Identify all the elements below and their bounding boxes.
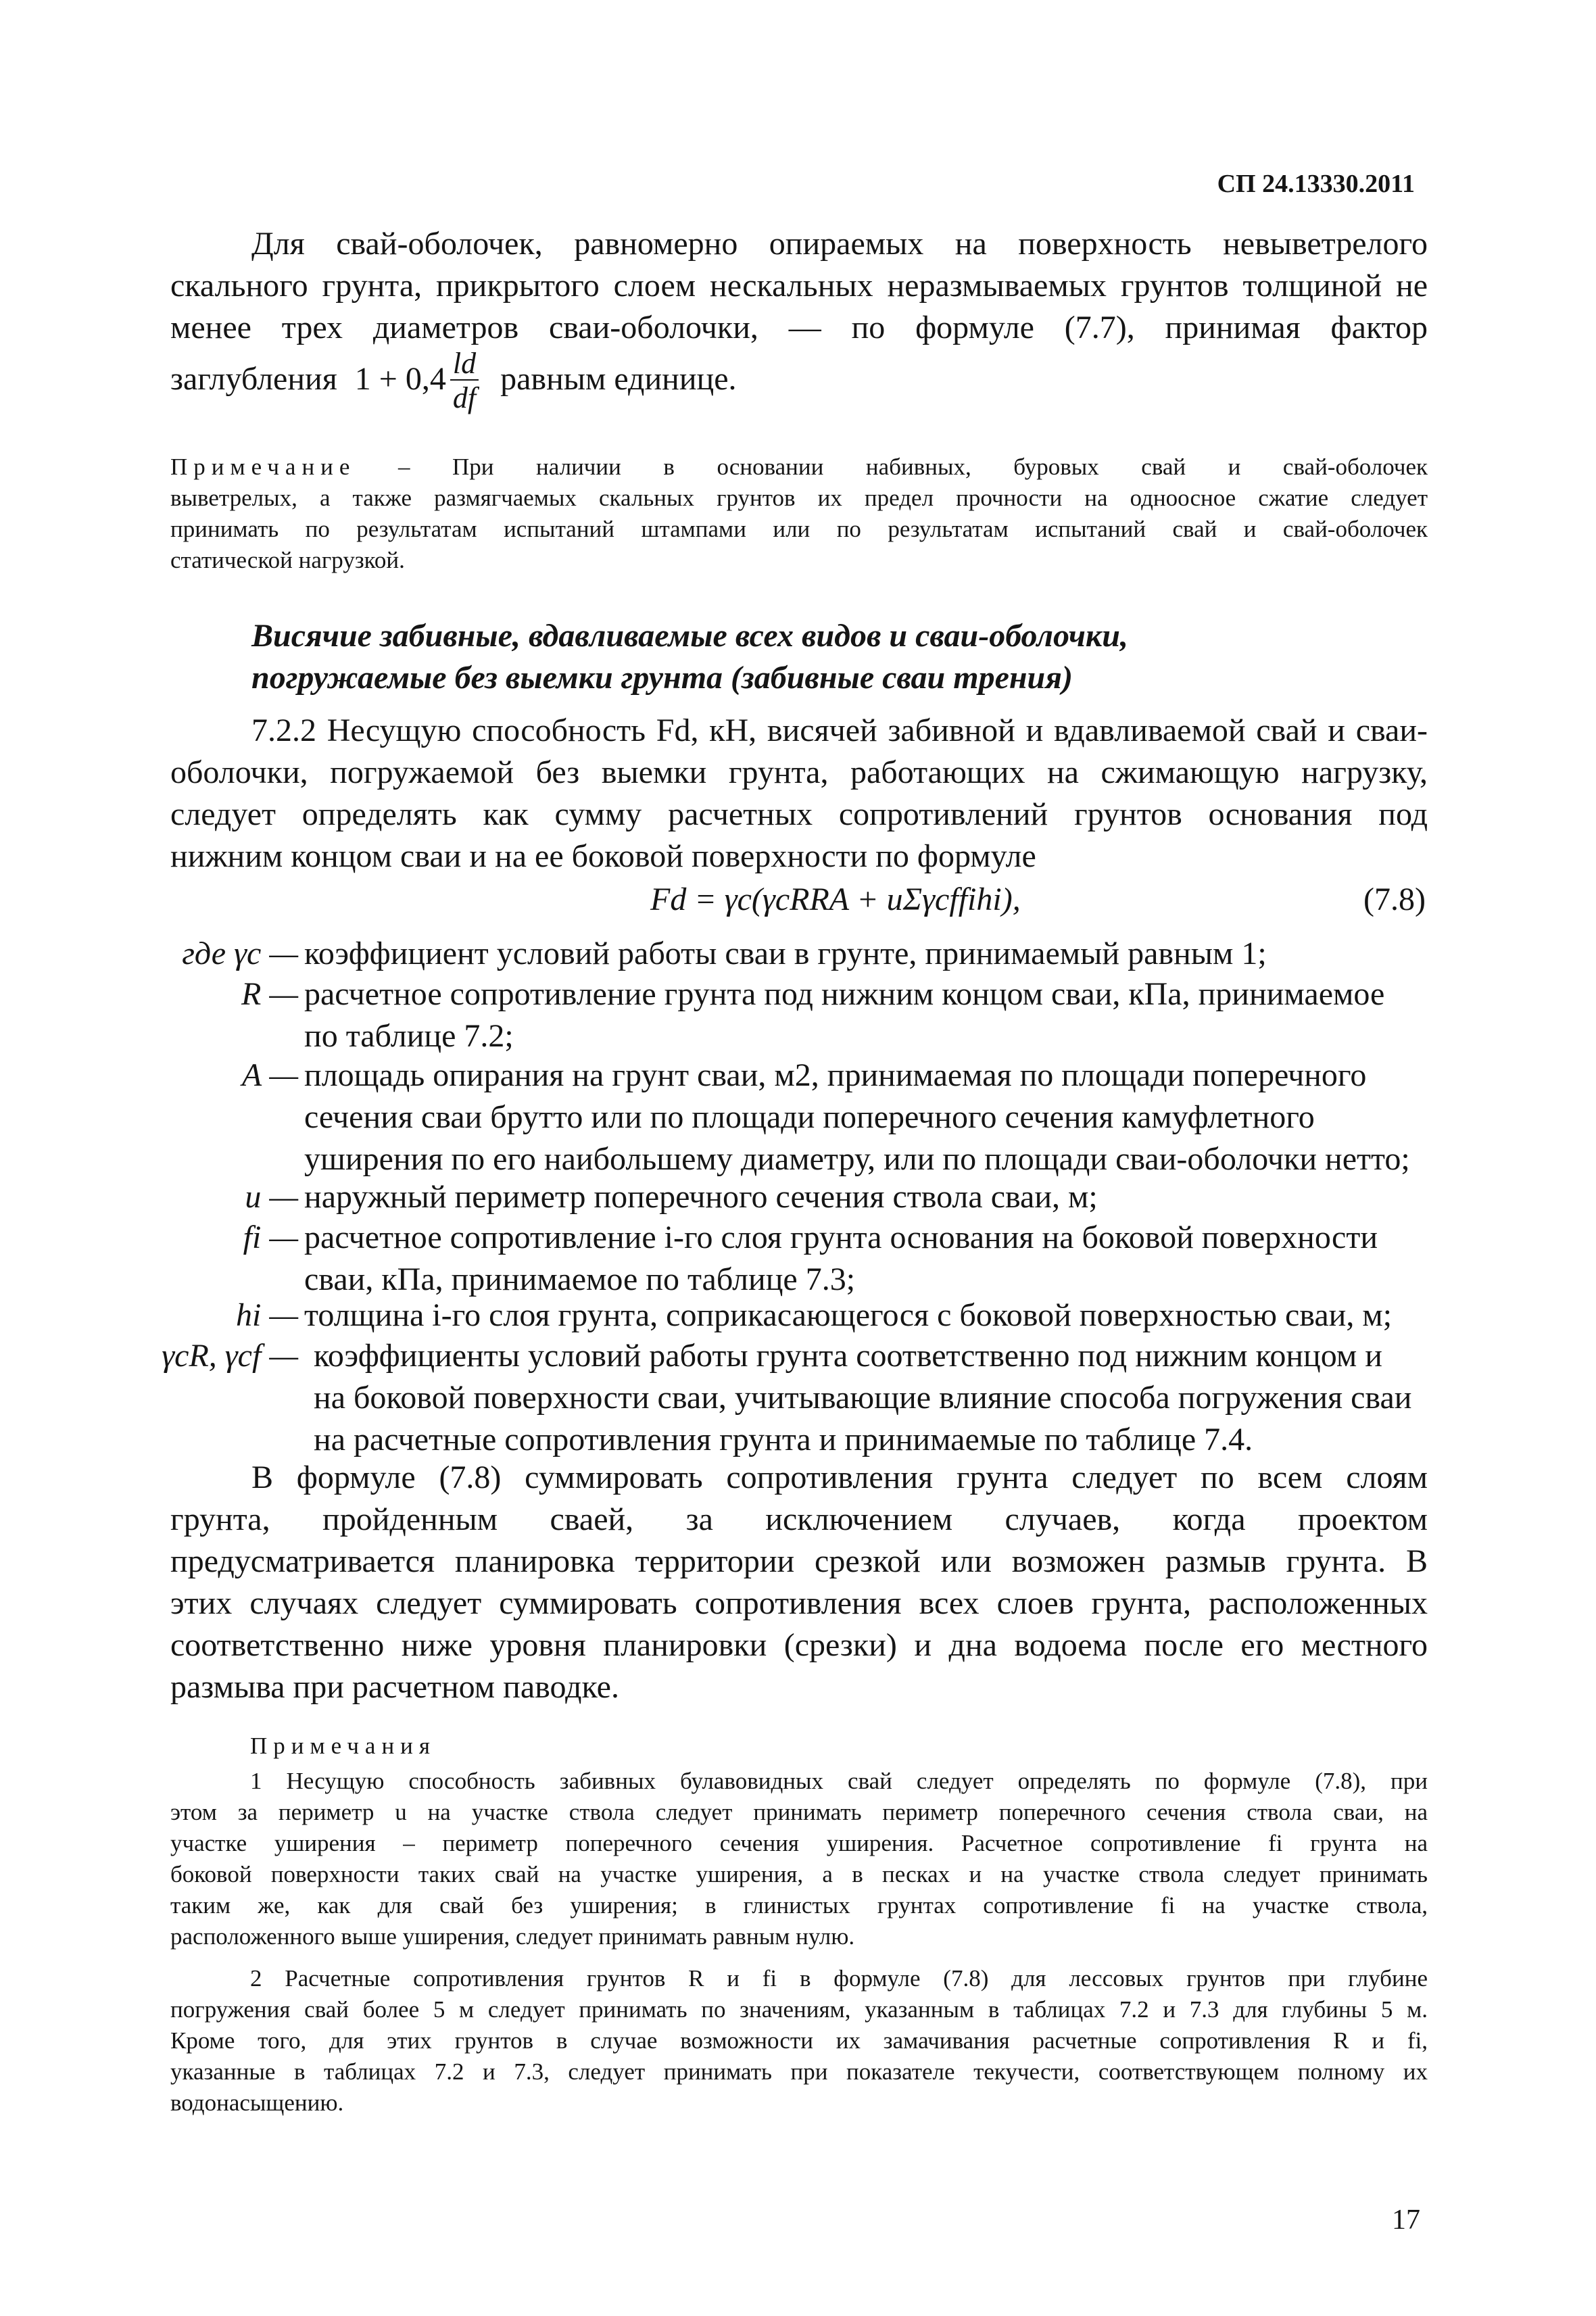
note-line: этом за периметр u на участке ствола следует принимать периметр поперечного сечения ствола сваи, на (170, 1799, 1428, 1825)
note-line: таким же, как для свай без уширения; в глинистых грунтах сопротивление fi на участке ствола, (170, 1892, 1428, 1919)
definition-text: расчетное сопротивление грунта под нижним концом сваи, кПа, принимаемое по таблице 7.2; (304, 976, 1385, 1054)
document-code: СП 24.13330.2011 (1217, 170, 1415, 198)
section-subheading (251, 615, 1128, 699)
notes-label: Примечания (250, 1733, 437, 1759)
definition-text: толщина i-го слоя грунта, соприкасающегося с боковой поверхностью сваи, м; (304, 1297, 1393, 1333)
note-line (170, 452, 1428, 483)
subheading-line: погружаемые без выемки грунта (забивные сваи трения) (251, 660, 1073, 696)
note-line: выветрелых, а также размягчаемых скальных грунтов их предел прочности на одноосное сжатие следует (170, 485, 1428, 511)
note-line: принимать по результатам испытаний штампами или по результатам испытаний свай и свай-оболочек (170, 516, 1428, 542)
text-line: нижним концом сваи и на ее боковой поверхности по формуле (170, 838, 1036, 874)
text-line: соответственно ниже уровня планировки (срезки) и дна водоема после его местного (170, 1627, 1428, 1663)
text-line: грунта, пройденным сваей, за исключением случаев, когда проектом (170, 1501, 1428, 1537)
fraction-numerator: ld (450, 348, 479, 381)
paragraph-summation (170, 1457, 1428, 1708)
definition-text: наружный периметр поперечного сечения ствола сваи, м; (304, 1179, 1098, 1215)
definition-text: коэффициенты условий работы грунта соответственно под нижним концом и на боковой поверхности сваи, учитывающие влияние способа погружения сваи на расчетные сопротивления грунта и принимаемые по таблице 7.4. (314, 1338, 1412, 1457)
text-line: менее трех диаметров сваи-оболочки, — по формуле (7.7), принимая фактор (170, 310, 1428, 345)
definition-symbol: fi — (243, 1220, 298, 1255)
note-1 (170, 1766, 1428, 1952)
text-line: Для свай-оболочек, равномерно опираемых на поверхность невыветрелого (251, 226, 1428, 262)
definition-symbol: где γc — (182, 936, 298, 971)
text-line: скального грунта, прикрытого слоем нескальных неразмываемых грунтов толщиной не (170, 268, 1428, 304)
note-text: – При наличии в основании набивных, буровых свай и свай-оболочек (397, 454, 1428, 480)
note-line: расположенного выше уширения, следует принимать равным нулю. (170, 1923, 855, 1950)
definition-text: расчетное сопротивление i-го слоя грунта основания на боковой поверхности сваи, кПа, принимаемое по таблице 7.3; (304, 1220, 1378, 1297)
text-line: оболочки, погружаемой без выемки грунта, работающих на сжимающую нагрузку, (170, 754, 1428, 790)
paragraph-pile-shells (170, 223, 1428, 349)
definition-symbol: A — (241, 1057, 298, 1093)
factor-lead: 1 + 0,4 (354, 361, 446, 397)
subheading-line: Висячие забивные, вдавливаемые всех видов и сваи-оболочки, (251, 618, 1128, 654)
page-number: 17 (1392, 2204, 1420, 2236)
formula-7-8: Fd = γc(γcRRA + uΣγcffihi), (650, 882, 1021, 917)
definition-symbol: γcR, γcf — (162, 1338, 298, 1374)
text-line: 7.2.2 Несущую способность Fd, кН, висячей забивной и вдавливаемой свай и сваи- (251, 713, 1428, 748)
note-2 (170, 1963, 1428, 2119)
definition-symbol: u — (245, 1179, 298, 1215)
note-line: 1 Несущую способность забивных булавовидных свай следует определять по формуле (7.8), при (250, 1768, 1428, 1794)
note-line: статической нагрузкой. (170, 547, 405, 573)
factor-line (170, 348, 737, 416)
factor-suffix: равным единице. (500, 361, 737, 397)
paragraph-7-2-2 (170, 710, 1428, 877)
definition-symbol: R — (241, 976, 298, 1012)
note-line: 2 Расчетные сопротивления грунтов R и fi в формуле (7.8) для лессовых грунтов при глубине (250, 1965, 1428, 1992)
definition-text: площадь опирания на грунт сваи, м2, принимаемая по площади поперечного сечения сваи брутто или по площади поперечного сечения камуфлетного уширения по его наибольшему диаметру, или по площади сваи-оболочки нетто; (304, 1057, 1410, 1177)
definition-symbol: hi — (235, 1297, 298, 1333)
text-line: этих случаях следует суммировать сопротивления всех слоев грунта, расположенных (170, 1585, 1428, 1621)
notes-section (170, 1731, 1428, 2119)
note-line: Кроме того, для этих грунтов в случае возможности их замачивания расчетные сопротивления R и fi, (170, 2027, 1428, 2054)
factor-fraction (450, 348, 479, 416)
fraction-denominator: df (452, 381, 477, 414)
note-rock-strength (170, 452, 1428, 576)
note-line: водонасыщению. (170, 2090, 344, 2116)
text-line: В формуле (7.8) суммировать сопротивления грунта следует по всем слоям (251, 1459, 1428, 1495)
note-line: участке уширения – периметр поперечного сечения уширения. Расчетное сопротивление fi грунта на (170, 1830, 1428, 1856)
text-line: предусматривается планировка территории срезкой или возможен размыв грунта. В (170, 1543, 1428, 1579)
note-label: Примечание (170, 454, 356, 480)
note-line: боковой поверхности таких свай на участке уширения, а в песках и на участке ствола следует принимать (170, 1861, 1428, 1887)
definition-text: коэффициент условий работы сваи в грунте, принимаемый равным 1; (304, 936, 1267, 971)
note-line: указанные в таблицах 7.2 и 7.3, следует принимать при показателе текучести, соответствующем полному их (170, 2058, 1428, 2085)
formula-number: (7.8) (1363, 882, 1426, 917)
factor-prefix: заглубления (170, 361, 337, 397)
text-line: следует определять как сумму расчетных сопротивлений грунтов основания под (170, 796, 1428, 832)
text-line: размыва при расчетном паводке. (170, 1669, 619, 1705)
note-line: погружения свай более 5 м следует принимать по значениям, указанным в таблицах 7.2 и 7.3 для глубины 5 м. (170, 1996, 1428, 2023)
